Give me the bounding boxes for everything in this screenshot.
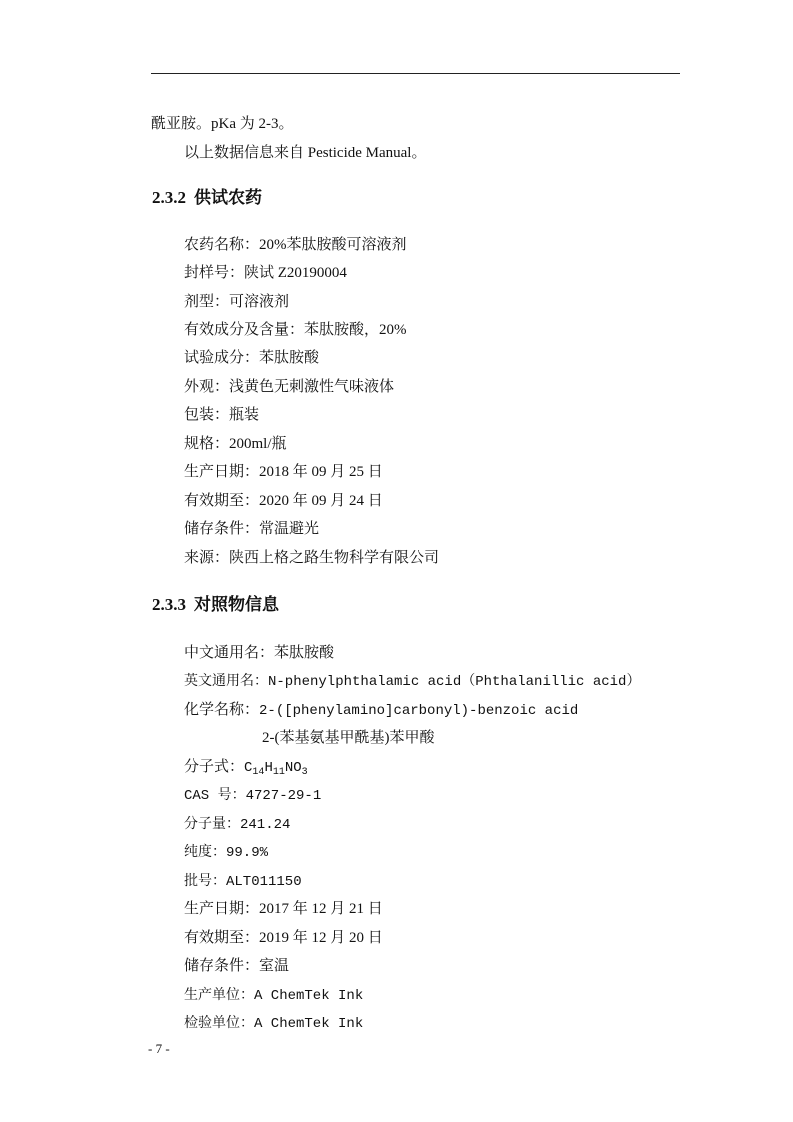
molecular-weight [184,814,290,835]
test-ingredient: 试验成分：苯肽胺酸 [184,350,320,366]
english-common-name-text: 英文通用名：N-phenylphthalamic acid（Phthalanillic acid） [184,674,641,690]
molecular-formula [184,757,308,783]
section-heading-2-3-2 [152,187,262,209]
reference-expiry-date: 有效期至：2019 年 12 月 20 日 [184,930,383,946]
section-number: 2.3.2 [152,188,186,207]
manufacturer-text: 生产单位：A ChemTek Ink [184,988,364,1004]
sample-seal-number: 封样号：陕试 Z20190004 [184,265,347,281]
purity-text: 纯度：99.9% [184,845,269,861]
formula-no: NO [284,760,302,776]
storage-conditions: 储存条件：常温避光 [184,521,320,537]
specification: 规格：200ml/瓶 [184,436,287,452]
formulation-type: 剂型：可溶液剂 [184,294,290,310]
reference-production-date: 生产日期：2017 年 12 月 21 日 [184,901,383,917]
molecular-weight-text: 分子量：241.24 [184,817,291,833]
chinese-common-name: 中文通用名：苯肽胺酸 [184,645,335,661]
cas-number-text: CAS 号：4727-29-1 [184,788,322,804]
continuation-line-1: 酰亚胺。pKa 为 2-3。 [151,116,294,132]
packaging: 包装：瓶装 [184,407,260,423]
formula-h: H [264,760,273,776]
section-number: 2.3.3 [152,595,186,614]
formula-value [244,760,308,776]
purity [184,842,268,863]
active-ingredient: 有效成分及含量：苯肽胺酸，20% [184,322,407,338]
section-title: 对照物信息 [194,595,279,614]
manufacturer [184,985,363,1006]
appearance: 外观：浅黄色无刺激性气味液体 [184,379,395,395]
english-common-name [184,671,640,692]
formula-h-count: 11 [272,767,285,778]
formula-c: C [244,760,253,776]
inspection-unit-text: 检验单位：A ChemTek Ink [184,1016,364,1032]
chemical-name-label: 化学名称： [184,702,260,718]
production-date: 生产日期：2018 年 09 月 25 日 [184,464,383,480]
cas-number [184,785,321,806]
source: 来源：陕西上格之路生物科学有限公司 [184,550,440,566]
formula-label: 分子式： [184,759,245,775]
expiry-date: 有效期至：2020 年 09 月 24 日 [184,493,383,509]
batch-number [184,871,302,892]
pesticide-name: 农药名称：20%苯肽胺酸可溶液剂 [184,237,407,253]
page-number: - 7 - [148,1041,170,1056]
formula-o-count: 3 [301,767,308,778]
section-title: 供试农药 [194,188,262,207]
formula-c-count: 14 [252,767,265,778]
header-rule [151,73,680,74]
section-heading-2-3-3 [152,594,279,616]
batch-number-text: 批号：ALT011150 [184,874,302,890]
chemical-name-en-text: 2-([phenylamino]carbonyl)-benzoic acid [259,703,579,719]
chemical-name-cn: 2-(苯基氨基甲酰基)苯甲酸 [262,730,435,746]
reference-storage: 储存条件：室温 [184,958,290,974]
chemical-name-en [184,700,578,721]
inspection-unit [184,1013,363,1034]
continuation-line-2: 以上数据信息来自 Pesticide Manual。 [184,145,427,161]
